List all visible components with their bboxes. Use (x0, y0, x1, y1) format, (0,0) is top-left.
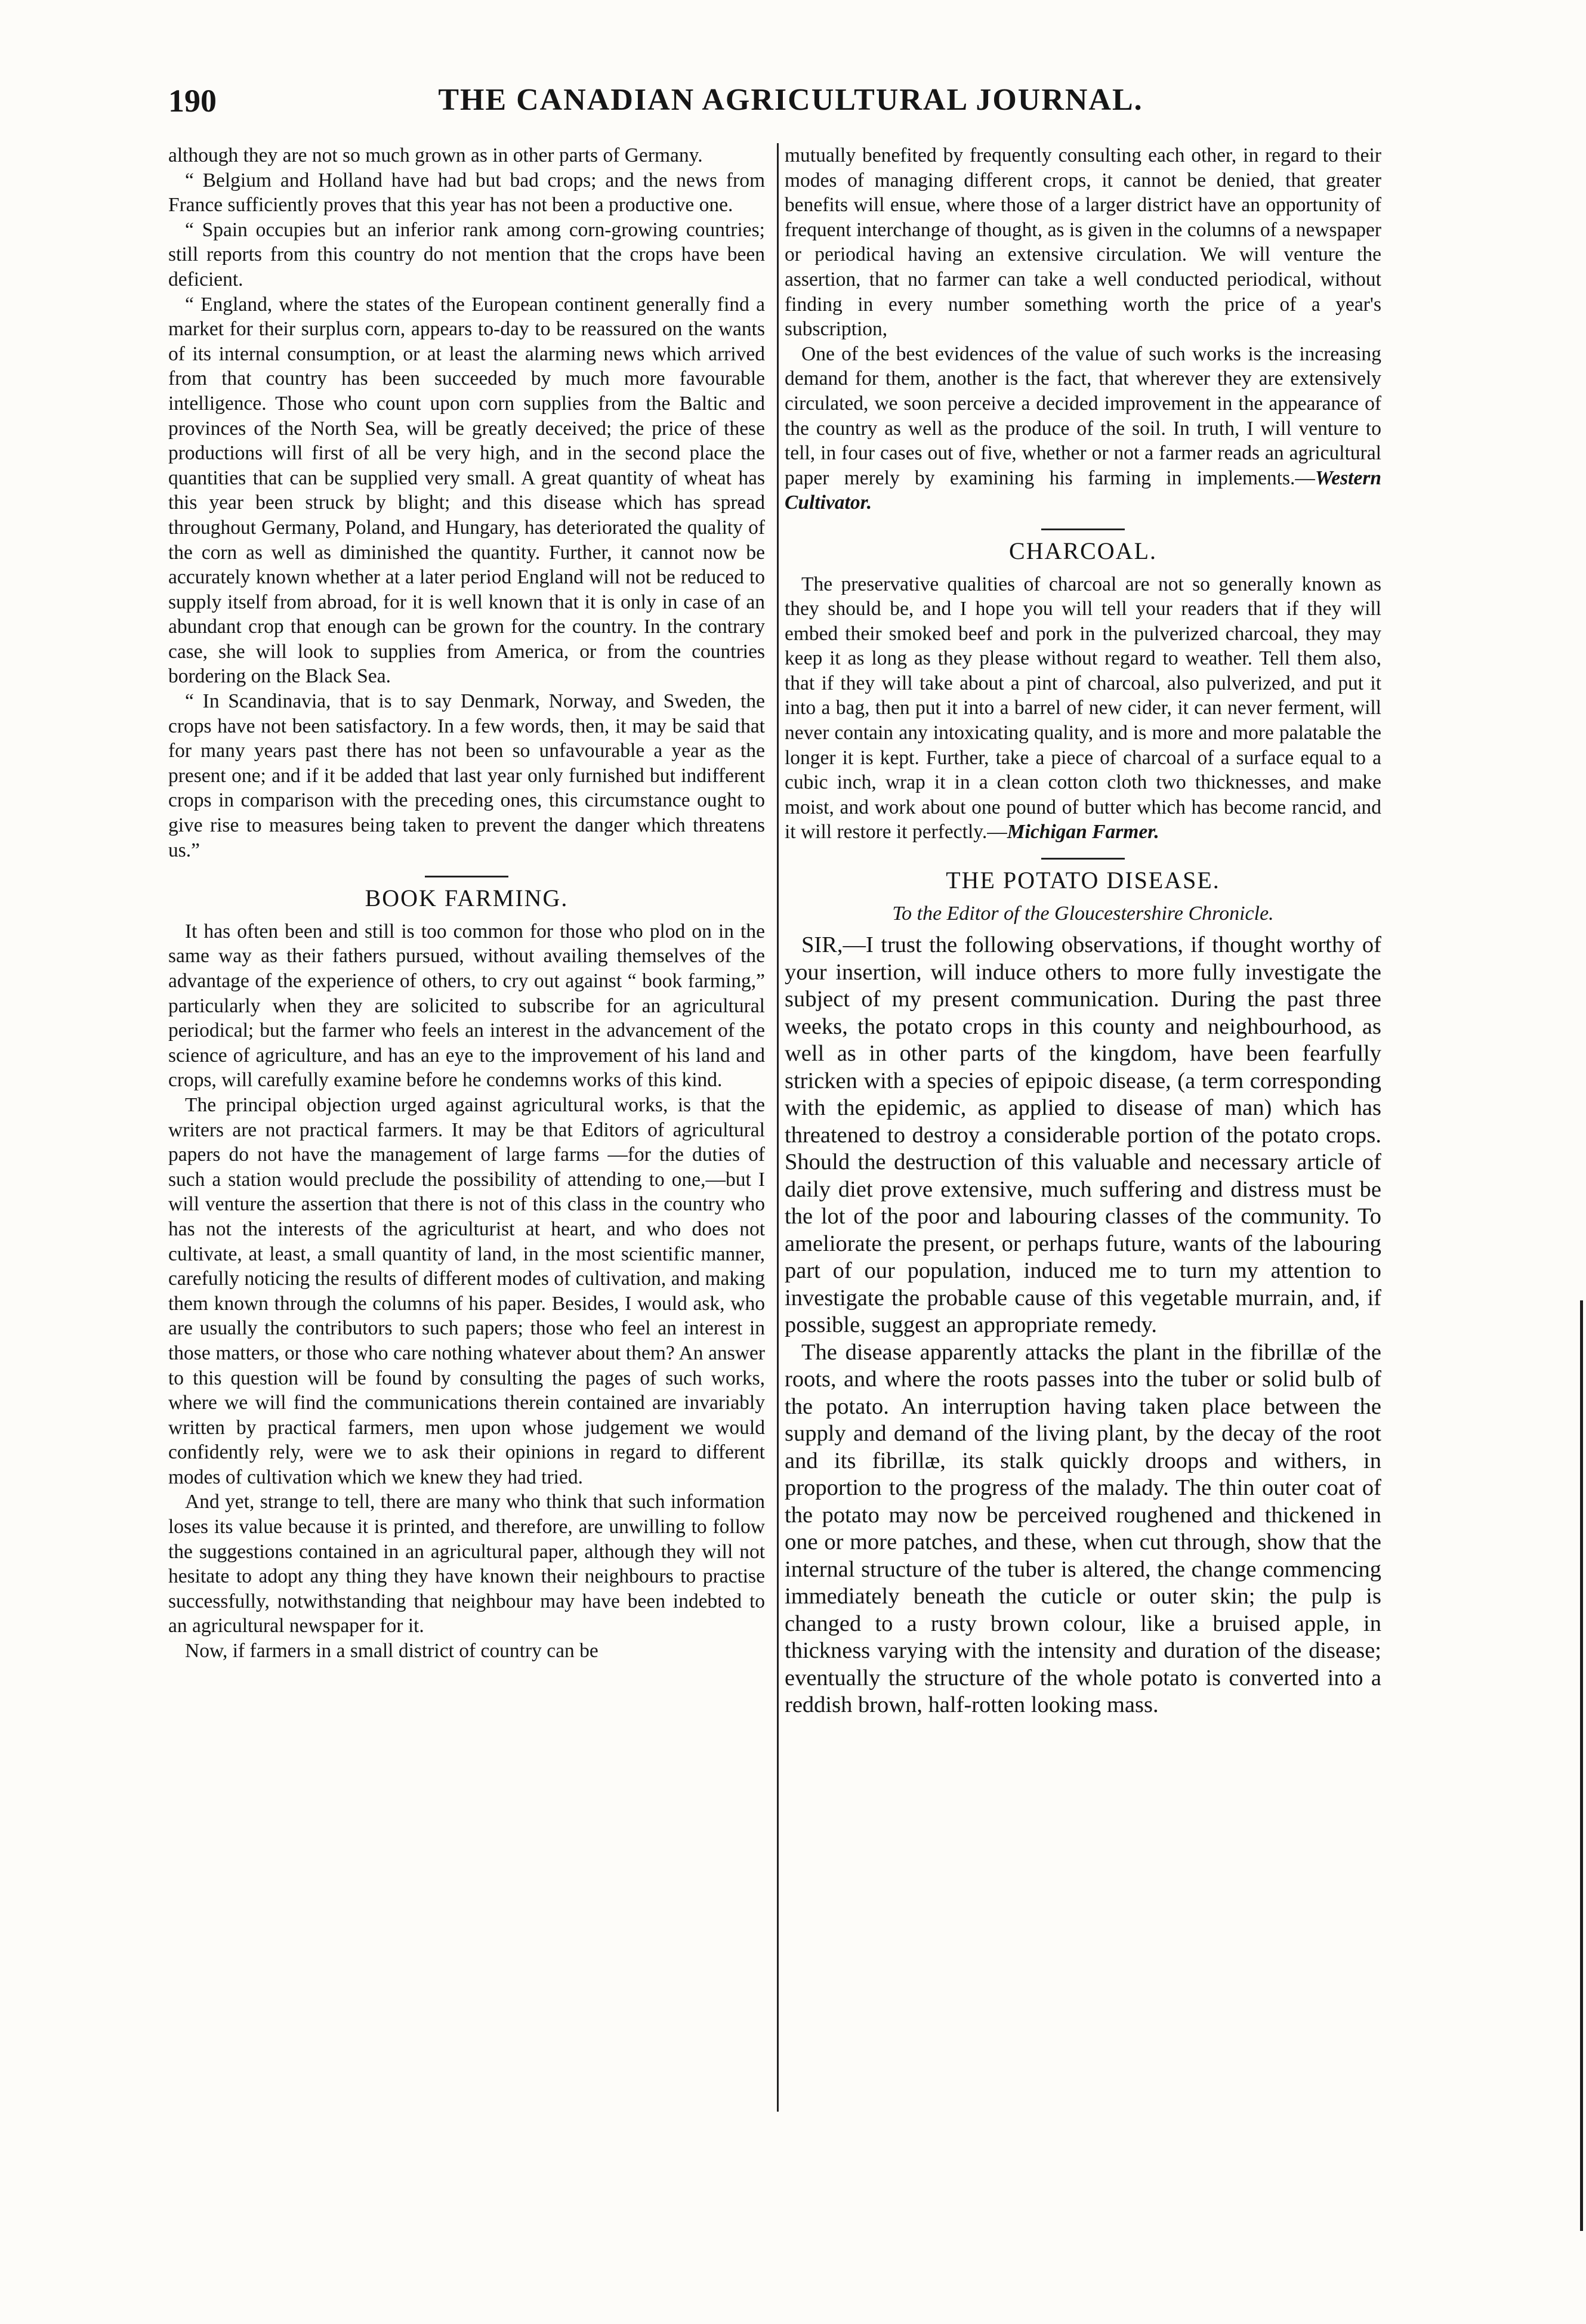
article-paragraph (785, 572, 1381, 845)
source-citation: Michigan Farmer. (1007, 821, 1159, 843)
article-paragraph: “ England, where the states of the European continent generally find a market for their surplus corn, appears to-day to be reassured on the wants of its internal consumption, or at least the alarming news which arrived from that country has been succeeded by much more favourable intelligence. Those who count upon corn supplies from the Baltic and provinces of the North Sea, will be greatly deceived; the price of these productions will first of all be very high, and in the second place the quantities that can be supplied very small. A great quantity of wheat has this year been struck by blight; and this disease which has spread throughout Germany, Poland, and Hungary, has deteriorated the quality of the corn as well as diminished the quantity. Further, it cannot now be accurately known whether at a later period England will not be reduced to supply itself from abroad, for it is well known that it is only in case of an abundant crop that enough can be grown for the country. In the contrary case, she will look to supplies from America, or from the countries bordering on the Black Sea. (168, 293, 765, 688)
page-number: 190 (168, 83, 217, 119)
section-divider (425, 876, 508, 877)
article-paragraph: The principal objection urged against agricultural works, is that the writers are not practical farmers. It may be that Editors of agricultural papers do not have the management of large farms —for the duties of such a station would preclude the possibility of attending to one,—but I will venture the assertion that there is not of this class in the country who has not the interests of the agriculturist at heart, and who does not cultivate, at least, a small quantity of land, in the most scientific manner, carefully noticing the results of different modes of cultivation, and making them known through the columns of his paper. Besides, I would ask, who are usually the contributors to such papers; those who feel an interest in those matters, or those who care nothing whatever about them? An answer to this question will be found by consulting the pages of such works, where we will find the communications therein contained are invariably written by practical farmers, men upon whose judgement we would confidently rely, were we to ask their opinions in regard to different modes of cultivation which we knew they had tried. (168, 1093, 765, 1488)
column-divider (777, 143, 779, 2112)
paragraph-text: The preservative qualities of charcoal are not so generally known as they should be, and I hope you will tell your readers that if they will embed their smoked beef and pork in the pulverized charcoal, they may keep it as long as they please without regard to weather. Tell them also, that if they will take about a pint of charcoal, also pulverized, and put it into a bag, then put it into a barrel of new cider, it can never ferment, will never contain any intoxicating quality, and is more and more palatable the longer it is kept. Further, take a piece of charcoal of a surface equal to a cubic inch, wrap it in a clean cotton cloth two thicknesses, and make moist, and work about one pound of butter which has become rancid, and it will restore it perfectly.— (785, 573, 1381, 843)
source-citation: Western Cultivator. (785, 466, 1381, 514)
potato-disease-heading: THE POTATO DISEASE. (946, 867, 1220, 894)
potato-article (785, 932, 1381, 1719)
article-paragraph: “ Spain occupies but an inferior rank among corn-growing countries; still reports from this country do not mention that the crops have been deficient. (168, 218, 765, 290)
right-column (785, 143, 1381, 1719)
article-paragraph: although they are not so much grown as in other parts of Germany. (168, 144, 703, 166)
article-paragraph: SIR,—I trust the following observations, if thought worthy of your insertion, will induce others to more fully investigate the subject of my present communication. During the past three weeks, the potato crops in this county and neighbourhood, as well as in other parts of the kingdom, have been fearfully stricken with a species of epipoic disease, (a term corresponding with the epidemic, as applied to disease of man) which has threatened to destroy a considerable portion of the potato crops. Should the destruction of this valuable and necessary article of daily diet prove extensive, much suffering and distress must be the lot of the poor and labouring classes of the community. To ameliorate the present, or perhaps future, wants of the labouring part of our population, induced me to turn my attention to investigate the probable cause of this vegetable murrain, and, if possible, suggest an appropriate remedy. (785, 932, 1381, 1338)
binding-edge-line (1580, 1300, 1583, 2231)
section-divider (1041, 858, 1125, 860)
page-header (161, 82, 1420, 130)
book-farming-heading: BOOK FARMING. (365, 885, 569, 912)
article-paragraph: mutually benefited by frequently consulting each other, in regard to their modes of managing different crops, it cannot be denied, that greater benefits will ensue, where those of a larger district have an opportunity of frequent interchange of thought, as is given in the columns of a newspaper or periodical having an extensive circulation. We will venture the assertion, that no farmer can take a well conducted periodical, without finding in every number something worth the price of a year's subscription, (785, 144, 1381, 341)
paragraph-text: One of the best evidences of the value of such works is the increasing demand for them, another is the fact, that wherever they are extensively circulated, we soon perceive a decided improvement in the appearance of the country as well as the produce of the soil. In truth, I will venture to tell, in four cases out of five, whether or not a farmer reads an agricultural paper merely by examining his farming in implements.— (785, 342, 1381, 489)
letter-address: To the Editor of the Gloucestershire Chronicle. (892, 902, 1274, 925)
charcoal-heading: CHARCOAL. (1008, 537, 1158, 564)
article-paragraph: And yet, strange to tell, there are many who think that such information loses its value because it is printed, and therefore, are unwilling to follow the suggestions contained in an agricultural paper, although they will not hesitate to adopt any thing they have known their neighbours to practise successfully, notwithstanding that neighbour may have been indebted to an agricultural newspaper for it. (168, 1491, 765, 1637)
journal-title: THE CANADIAN AGRICULTURAL JOURNAL. (438, 83, 1143, 117)
section-divider (1041, 529, 1125, 530)
left-column (168, 143, 765, 1664)
article-paragraph: “ In Scandinavia, that is to say Denmark, Norway, and Sweden, the crops have not been satisfactory. In a few words, then, it may be said that for many years past there has not been so unfavourable a year as the present one; and if it be added that last year only furnished but indifferent crops in comparison with the preceding ones, this circumstance ought to give rise to measures being taken to prevent the danger which threatens us.” (168, 690, 765, 861)
article-paragraph: It has often been and still is too common for those who plod on in the same way as their fathers pursued, without availing themselves of the advantage of the experience of others, to cry out against “ book farming,” particularly when they are solicited to subscribe for an agricultural periodical; but the farmer who feels an interest in the advancement of the science of agriculture, and has an eye to the improvement of his land and crops, will carefully examine before he condemns works of this kind. (168, 920, 765, 1092)
article-paragraph: The disease apparently attacks the plant in the fibrillæ of the roots, and where the roots passes into the tuber or solid bulb of the potato. An interruption having taken place between the supply and demand of the living plant, by the decay of the root and its fibrillæ, its stalk quickly droops and withers, in proportion to the progress of the malady. The thin outer coat of the potato may now be perceived roughened and thickened in one or more patches, and these, when cut through, show that the internal structure of the tuber is altered, the change commencing immediately beneath the cuticle or outer skin; the pulp is changed to a rusty brown colour, like a bruised apple, in thickness varying with the intensity and duration of the disease; eventually the structure of the whole potato is converted into a reddish brown, half-rotten looking mass. (785, 1339, 1381, 1718)
article-paragraph: Now, if farmers in a small district of country can be (185, 1640, 598, 1662)
article-paragraph (785, 342, 1381, 515)
article-paragraph: “ Belgium and Holland have had but bad crops; and the news from France sufficiently proves that this year has not been a productive one. (168, 169, 765, 217)
